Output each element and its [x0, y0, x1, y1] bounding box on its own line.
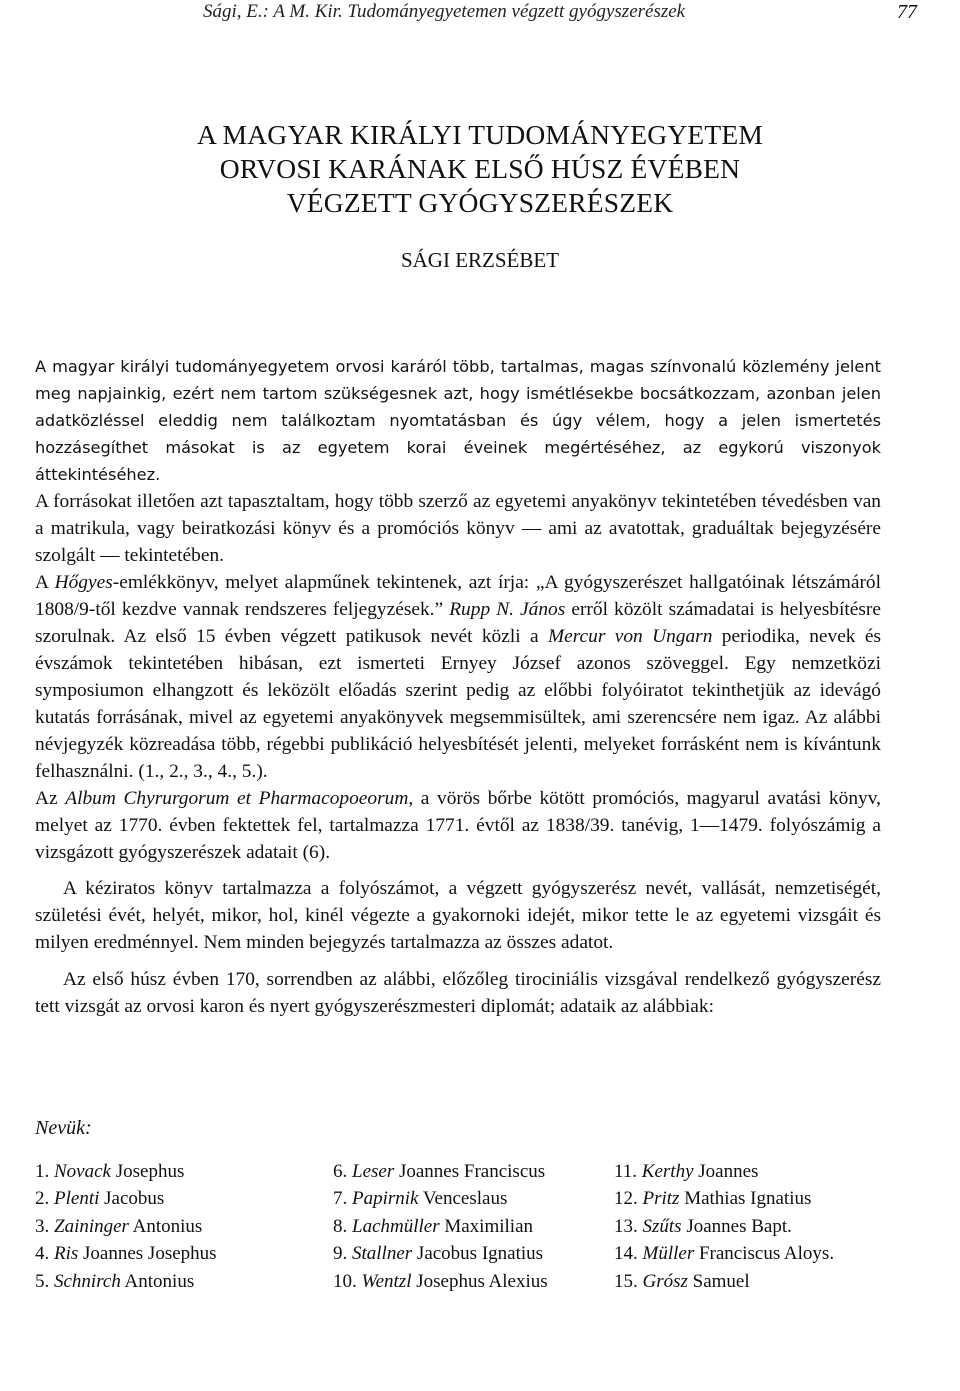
paragraph-text: erről közölt számadatai is helyesbítésre szorulnak. Az első 15 évben végzett patikusok nevét közli a	[35, 599, 881, 647]
name-entry: 13. Szűts Joannes Bapt.	[614, 1215, 792, 1237]
paragraph-text: A	[35, 572, 55, 593]
name-entry: 7. Papirnik Venceslaus	[333, 1188, 508, 1210]
paragraph-text: , a vörös bőrbe kötött promóciós, magyarul avatási könyv, melyet az 1770. évben fektettek fel, tartalmazza 1771. évtől az 1838/39. tanévig, 1—1479. folyószámig a vizsgázott gyógyszerészek adatait (6).	[35, 788, 881, 863]
italic-reference: Mercur von Ungarn	[547, 626, 713, 647]
name-entry: 14. Müller Franciscus Aloys.	[614, 1243, 835, 1265]
names-column-3	[614, 1158, 904, 1295]
paragraph-text: Az	[35, 788, 66, 809]
author-name: SÁGI ERZSÉBET	[400, 248, 560, 272]
italic-reference: Hőgyes	[54, 572, 113, 593]
name-entry: 3. Zaininger Antonius	[35, 1215, 203, 1237]
name-entry: 11. Kerthy Joannes	[614, 1161, 759, 1182]
title-line-2: ORVOSI KARÁNAK ELSŐ HÚSZ ÉVÉBEN	[219, 153, 741, 184]
page-number: 77	[897, 1, 917, 23]
title-line-1: A MAGYAR KIRÁLYI TUDOMÁNYEGYETEM	[196, 119, 764, 150]
article-title	[0, 118, 960, 220]
name-entry: 5. Schnirch Antonius	[35, 1270, 195, 1292]
paragraph-manuscript: A kéziratos könyv tartalmazza a folyószámot, a végzett gyógyszerész nevét, vallását, nemzetiségét, születési évét, helyét, mikor, hol, kinél végezte a gyakornoki idejét, mikor tette le az egyetemi vizsgáit és milyen eredménnyel. Nem minden bejegyzés tartalmazza az összes adatot.	[35, 878, 881, 953]
names-column-1	[35, 1158, 325, 1295]
name-entry: 1. Novack Josephus	[35, 1161, 185, 1182]
paragraph-album	[35, 785, 881, 866]
title-line-3: VÉGZETT GYÓGYSZERÉSZEK	[286, 187, 674, 218]
name-entry: 6. Leser Joannes Franciscus	[333, 1161, 546, 1182]
italic-reference: Rupp N. János	[449, 599, 566, 620]
paragraph-text: -emlékkönyv, melyet alapműnek tekintenek, azt írja: „A gyógyszerészet hallgatóinak létszámáról 1808/9-től kezdve vannak rendszeres feljegyzések.”	[35, 572, 881, 620]
names-label: Nevük:	[35, 1117, 92, 1139]
name-entry: 4. Ris Joannes Josephus	[35, 1243, 217, 1265]
name-entry: 8. Lachmüller Maximilian	[333, 1215, 534, 1237]
italic-reference: Album Chyrurgorum et Pharmacopoeorum	[65, 788, 409, 809]
name-entry: 9. Stallner Jacobus Ignatius	[333, 1243, 544, 1265]
name-entry: 12. Pritz Mathias Ignatius	[614, 1188, 812, 1210]
paragraph-text: periodika, nevek és évszámok tekintetében hibásan, ezt ismerteti Ernyey József azonos szöveggel. Egy nemzetközi symposiumon elhangzott és leközölt előadás szerint pedig az előbbi folyóiratot tekinthetjük az idevágó kutatás forrásának, mivel az egyetemi anyakönyvek megsemmisültek, ami szerencsére nem igaz. Az alábbi névjegyzék közreadása több, régebbi publikáció helyesbítését jelenti, melyeket forrásként nem is kívántunk felhasználni. (1., 2., 3., 4., 5.).	[35, 626, 881, 782]
running-head: Sági, E.: A M. Kir. Tudományegyetemen végzett gyógyszerészek	[203, 1, 686, 22]
paragraph-sources: A forrásokat illetően azt tapasztaltam, hogy több szerző az egyetemi anyakönyv tekintetében tévedésben van a matrikula, vagy beiratkozási könyv és a promóciós könyv — ami az avatottak, graduáltak bejegyzésére szolgált — tekintetében.	[35, 491, 881, 566]
paragraph-first-twenty: Az első húsz évben 170, sorrendben az alábbi, előzőleg tirociniális vizsgával rendelkező gyógyszerész tett vizsgát az orvosi karon és nyert gyógyszerészmesteri diplomát; adataik az alábbiak:	[35, 969, 881, 1017]
name-entry: 15. Grósz Samuel	[614, 1270, 750, 1292]
paragraph-intro: A magyar királyi tudományegyetem orvosi karáról több, tartalmas, magas színvonalú közlemény jelent meg napjainkig, ezért nem tartom szükségesnek azt, hogy ismétlésekbe bocsátkozzam, azonban jelen adatközléssel eleddig nem találkoztam nyomtatásban és úgy vélem, hogy a jelen ismertetés hozzásegíthet másokat is az egyetem korai éveinek megértéséhez, az egykorú viszonyok áttekintéséhez.	[35, 357, 881, 484]
paragraph-hogyes	[35, 569, 881, 785]
article-body	[35, 353, 881, 1020]
name-entry: 10. Wentzl Josephus Alexius	[333, 1270, 548, 1292]
name-entry: 2. Plenti Jacobus	[35, 1188, 165, 1210]
names-column-2	[333, 1158, 623, 1295]
